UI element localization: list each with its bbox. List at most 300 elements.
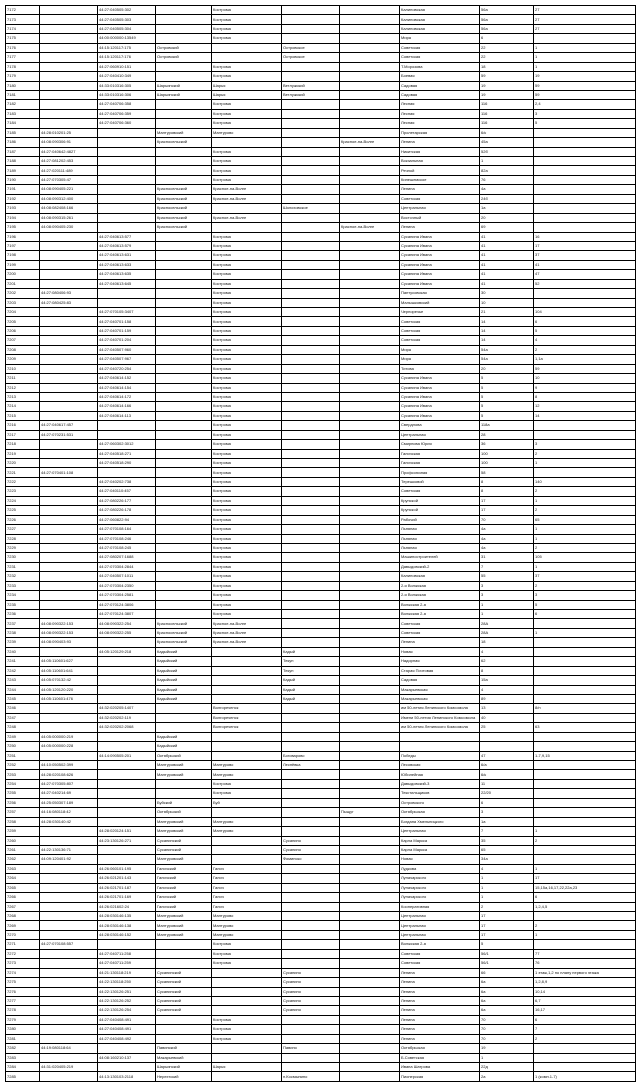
- row-number-cell: 7233: [6, 581, 40, 590]
- city-cell: [212, 996, 282, 1005]
- building-cadastral-number-cell: 44:27:020111:489: [40, 166, 98, 175]
- building-cadastral-number-cell: [40, 534, 98, 543]
- apartment-cell: [534, 685, 636, 694]
- room-cadastral-number-cell: 44:26:060101:195: [98, 864, 156, 873]
- building-cadastral-number-cell: 44:05:070132:42: [40, 676, 98, 685]
- house-number-cell: 116: [480, 109, 534, 118]
- city-cell: [212, 1072, 282, 1081]
- apartment-cell: [534, 855, 636, 864]
- apartment-cell: 6,7: [534, 996, 636, 1005]
- street-cell: Пионерская: [400, 1072, 480, 1081]
- building-cadastral-number-cell: [40, 751, 98, 760]
- table-row: [6, 6, 636, 15]
- building-cadastral-number-cell: [40, 260, 98, 269]
- settlement-cell: [282, 194, 340, 203]
- house-number-cell: 10: [480, 298, 534, 307]
- room-cadastral-number-cell: 44:33:010316:306: [98, 90, 156, 99]
- locality-cell: [340, 657, 400, 666]
- house-number-cell: 62: [480, 657, 534, 666]
- settlement-cell: [282, 864, 340, 873]
- settlement-cell: Текун: [282, 666, 340, 675]
- locality-cell: [340, 270, 400, 279]
- table-row: [6, 506, 636, 515]
- room-cadastral-number-cell: 44:27:040518:290: [98, 459, 156, 468]
- street-cell: Центральная: [400, 912, 480, 921]
- house-number-cell: 56а: [480, 6, 534, 15]
- table-row: [6, 374, 636, 383]
- house-number-cell: 3: [480, 581, 534, 590]
- settlement-cell: [282, 345, 340, 354]
- locality-cell: [340, 24, 400, 33]
- apartment-cell: [534, 223, 636, 232]
- city-cell: Кострома: [212, 940, 282, 949]
- district-cell: [156, 591, 212, 600]
- apartment-cell: 1: [534, 534, 636, 543]
- district-cell: [156, 355, 212, 364]
- settlement-cell: [282, 213, 340, 222]
- apartment-cell: 2: [534, 449, 636, 458]
- street-cell: Садовая: [400, 90, 480, 99]
- row-number-cell: 7200: [6, 270, 40, 279]
- settlement-cell: [282, 732, 340, 741]
- street-cell: Мира: [400, 34, 480, 43]
- locality-cell: Пыщуг: [340, 808, 400, 817]
- apartment-cell: 1: [534, 628, 636, 637]
- table-row: [6, 430, 636, 439]
- settlement-cell: [282, 496, 340, 505]
- apartment-cell: 1-7,9,15: [534, 751, 636, 760]
- room-cadastral-number-cell: 44:27:070124:3806: [98, 600, 156, 609]
- city-cell: Кострома: [212, 1015, 282, 1024]
- locality-cell: [340, 175, 400, 184]
- street-cell: Сусанина Ивана: [400, 374, 480, 383]
- locality-cell: [340, 619, 400, 628]
- table-row: [6, 421, 636, 430]
- row-number-cell: 7209: [6, 355, 40, 364]
- room-cadastral-number-cell: 44:26:021602:24: [98, 902, 156, 911]
- district-cell: [156, 270, 212, 279]
- row-number-cell: 7210: [6, 364, 40, 373]
- row-number-cell: 7190: [6, 175, 40, 184]
- settlement-cell: [282, 430, 340, 439]
- table-row: [6, 638, 636, 647]
- building-cadastral-number-cell: [40, 930, 98, 939]
- house-number-cell: 36: [480, 440, 534, 449]
- room-cadastral-number-cell: [98, 694, 156, 703]
- locality-cell: [340, 128, 400, 137]
- city-cell: Мантурово: [212, 817, 282, 826]
- settlement-cell: [282, 138, 340, 147]
- district-cell: [156, 147, 212, 156]
- street-cell: Кооперативная: [400, 902, 480, 911]
- city-cell: Кострома: [212, 289, 282, 298]
- street-cell: Т.Морозова: [400, 62, 480, 71]
- settlement-cell: [282, 798, 340, 807]
- district-cell: [156, 1025, 212, 1034]
- row-number-cell: 7201: [6, 279, 40, 288]
- building-cadastral-number-cell: [40, 581, 98, 590]
- row-number-cell: 7223: [6, 487, 40, 496]
- street-cell: Текстильщиков: [400, 789, 480, 798]
- building-cadastral-number-cell: [40, 912, 98, 921]
- house-number-cell: 8: [480, 487, 534, 496]
- locality-cell: [340, 1072, 400, 1081]
- city-cell: Кострома: [212, 581, 282, 590]
- table-row: [6, 459, 636, 468]
- street-cell: Советская: [400, 317, 480, 326]
- table-row: [6, 817, 636, 826]
- room-cadastral-number-cell: 44:33:010316:305: [98, 81, 156, 90]
- table-row: [6, 808, 636, 817]
- locality-cell: [340, 893, 400, 902]
- locality-cell: [340, 449, 400, 458]
- locality-cell: [340, 968, 400, 977]
- row-number-cell: 7271: [6, 940, 40, 949]
- apartment-cell: 6: [534, 893, 636, 902]
- room-cadastral-number-cell: 44:28:020124:151: [98, 827, 156, 836]
- apartment-cell: [534, 138, 636, 147]
- house-number-cell: 1: [480, 157, 534, 166]
- house-number-cell: 4а: [480, 543, 534, 552]
- apartment-cell: 140: [534, 477, 636, 486]
- settlement-cell: [282, 24, 340, 33]
- locality-cell: [340, 459, 400, 468]
- row-number-cell: 7181: [6, 90, 40, 99]
- table-row: [6, 477, 636, 486]
- settlement-cell: [282, 223, 340, 232]
- settlement-cell: [282, 902, 340, 911]
- house-number-cell: 70: [480, 515, 534, 524]
- table-row: [6, 1063, 636, 1072]
- locality-cell: [340, 817, 400, 826]
- table-row: [6, 496, 636, 505]
- city-cell: Кострома: [212, 308, 282, 317]
- row-number-cell: 7281: [6, 1034, 40, 1043]
- table-row: [6, 72, 636, 81]
- settlement-cell: [282, 912, 340, 921]
- room-cadastral-number-cell: [98, 761, 156, 770]
- row-number-cell: 7196: [6, 232, 40, 241]
- house-number-cell: 3: [480, 808, 534, 817]
- row-number-cell: 7192: [6, 194, 40, 203]
- street-cell: Лесная: [400, 100, 480, 109]
- settlement-cell: [282, 157, 340, 166]
- city-cell: Кострома: [212, 543, 282, 552]
- settlement-cell: [282, 591, 340, 600]
- street-cell: Давыдовский-2: [400, 562, 480, 571]
- apartment-cell: 19: [534, 72, 636, 81]
- city-cell: Кострома: [212, 6, 282, 15]
- table-row: [6, 751, 636, 760]
- street-cell: Черноречье: [400, 308, 480, 317]
- district-cell: [156, 411, 212, 420]
- apartment-cell: 27: [534, 15, 636, 24]
- house-number-cell: 6а: [480, 996, 534, 1005]
- locality-cell: [340, 1063, 400, 1072]
- district-cell: Красносельский: [156, 213, 212, 222]
- district-cell: Шарьинский: [156, 1063, 212, 1072]
- locality-cell: [340, 562, 400, 571]
- street-cell: Ленина: [400, 1015, 480, 1024]
- house-number-cell: 17: [480, 930, 534, 939]
- settlement-cell: [282, 402, 340, 411]
- house-number-cell: 4а: [480, 185, 534, 194]
- district-cell: Красносельский: [156, 204, 212, 213]
- street-cell: Советская: [400, 336, 480, 345]
- street-cell: Луначарского: [400, 883, 480, 892]
- settlement-cell: [282, 326, 340, 335]
- table-row: [6, 1006, 636, 1015]
- locality-cell: [340, 628, 400, 637]
- settlement-cell: [282, 72, 340, 81]
- district-cell: [156, 487, 212, 496]
- table-row: [6, 761, 636, 770]
- settlement-cell: Сусанино: [282, 836, 340, 845]
- building-cadastral-number-cell: 44:27:081202:453: [40, 157, 98, 166]
- district-cell: [156, 581, 212, 590]
- city-cell: Кострома: [212, 62, 282, 71]
- table-row: [6, 34, 636, 43]
- building-cadastral-number-cell: 44:05:110601:641: [40, 666, 98, 675]
- street-cell: Богдана Хмельницкого: [400, 817, 480, 826]
- street-cell: Новая: [400, 647, 480, 656]
- district-cell: [156, 449, 212, 458]
- district-cell: Кадыйский: [156, 647, 212, 656]
- city-cell: Кострома: [212, 789, 282, 798]
- house-number-cell: 70: [480, 1015, 534, 1024]
- row-number-cell: 7178: [6, 62, 40, 71]
- building-cadastral-number-cell: [40, 336, 98, 345]
- room-cadastral-number-cell: [98, 638, 156, 647]
- locality-cell: [340, 525, 400, 534]
- street-cell: Центральная: [400, 930, 480, 939]
- house-number-cell: 28А: [480, 628, 534, 637]
- building-cadastral-number-cell: 44:05:120120:220: [40, 685, 98, 694]
- city-cell: [212, 694, 282, 703]
- district-cell: Сусанинский: [156, 978, 212, 987]
- apartment-cell: [534, 1063, 636, 1072]
- locality-cell: [340, 213, 400, 222]
- row-number-cell: 7276: [6, 987, 40, 996]
- building-cadastral-number-cell: [40, 24, 98, 33]
- city-cell: Кострома: [212, 515, 282, 524]
- room-cadastral-number-cell: 44:27:040408:491: [98, 1015, 156, 1024]
- house-number-cell: 6а: [480, 987, 534, 996]
- row-number-cell: 7187: [6, 147, 40, 156]
- city-cell: [212, 657, 282, 666]
- locality-cell: [340, 902, 400, 911]
- row-number-cell: 7245: [6, 694, 40, 703]
- city-cell: Кострома: [212, 562, 282, 571]
- table-row: [6, 1034, 636, 1043]
- row-number-cell: 7248: [6, 723, 40, 732]
- city-cell: Кострома: [212, 779, 282, 788]
- settlement-cell: Ветлужский: [282, 81, 340, 90]
- house-number-cell: 19: [480, 1044, 534, 1053]
- room-cadastral-number-cell: 44:27:040706:360: [98, 119, 156, 128]
- room-cadastral-number-cell: 44:27:070124:3807: [98, 610, 156, 619]
- house-number-cell: 56/1: [480, 959, 534, 968]
- city-cell: [212, 742, 282, 751]
- district-cell: Мантуровский: [156, 930, 212, 939]
- street-cell: Мира: [400, 345, 480, 354]
- city-cell: Мантурово: [212, 770, 282, 779]
- room-cadastral-number-cell: [98, 298, 156, 307]
- district-cell: Кадыйский: [156, 685, 212, 694]
- city-cell: Кострома: [212, 496, 282, 505]
- street-cell: Карла Маркса: [400, 845, 480, 854]
- room-cadastral-number-cell: [98, 468, 156, 477]
- room-cadastral-number-cell: 44:27:040706:359: [98, 109, 156, 118]
- locality-cell: [340, 704, 400, 713]
- city-cell: Кострома: [212, 449, 282, 458]
- house-number-cell: 116: [480, 100, 534, 109]
- row-number-cell: 7283: [6, 1053, 40, 1062]
- apartment-cell: [534, 770, 636, 779]
- street-cell: [400, 732, 480, 741]
- city-cell: Кострома: [212, 15, 282, 24]
- apartment-cell: 2: [534, 345, 636, 354]
- building-cadastral-number-cell: [40, 1015, 98, 1024]
- district-cell: [156, 175, 212, 184]
- house-number-cell: 47: [480, 751, 534, 760]
- locality-cell: Красное-на-Волге: [340, 138, 400, 147]
- apartment-cell: 63: [534, 723, 636, 732]
- settlement-cell: [282, 949, 340, 958]
- table-row: [6, 1025, 636, 1034]
- table-row: [6, 336, 636, 345]
- district-cell: [156, 392, 212, 401]
- house-number-cell: 14: [480, 336, 534, 345]
- city-cell: [212, 845, 282, 854]
- street-cell: 2-я Волжская: [400, 591, 480, 600]
- city-cell: Кострома: [212, 959, 282, 968]
- row-number-cell: 7242: [6, 666, 40, 675]
- city-cell: [212, 666, 282, 675]
- settlement-cell: [282, 770, 340, 779]
- table-row: [6, 147, 636, 156]
- apartment-cell: [534, 166, 636, 175]
- settlement-cell: [282, 308, 340, 317]
- street-cell: Ивана Шатрова: [400, 1063, 480, 1072]
- district-cell: [156, 949, 212, 958]
- room-cadastral-number-cell: [98, 855, 156, 864]
- district-cell: [156, 383, 212, 392]
- row-number-cell: 7204: [6, 308, 40, 317]
- room-cadastral-number-cell: [98, 676, 156, 685]
- room-cadastral-number-cell: 44:27:040614:152: [98, 374, 156, 383]
- district-cell: [156, 34, 212, 43]
- building-cadastral-number-cell: [40, 251, 98, 260]
- room-cadastral-number-cell: 44:22:130118:250: [98, 978, 156, 987]
- room-cadastral-number-cell: 44:27:040701:159: [98, 326, 156, 335]
- street-cell: Лесная: [400, 109, 480, 118]
- locality-cell: [340, 827, 400, 836]
- settlement-cell: [282, 62, 340, 71]
- city-cell: Кострома: [212, 34, 282, 43]
- city-cell: Кострома: [212, 1034, 282, 1043]
- room-cadastral-number-cell: 44:26:021701:169: [98, 893, 156, 902]
- city-cell: Кострома: [212, 402, 282, 411]
- house-number-cell: 5: [480, 374, 534, 383]
- district-cell: Шарьинский: [156, 90, 212, 99]
- room-cadastral-number-cell: [98, 798, 156, 807]
- building-cadastral-number-cell: [40, 996, 98, 1005]
- district-cell: [156, 374, 212, 383]
- apartment-cell: 3: [534, 109, 636, 118]
- house-number-cell: 3: [480, 591, 534, 600]
- table-row: [6, 694, 636, 703]
- building-cadastral-number-cell: 44:27:070305:807: [40, 779, 98, 788]
- apartment-cell: 2: [534, 1034, 636, 1043]
- settlement-cell: [282, 383, 340, 392]
- locality-cell: [340, 487, 400, 496]
- table-row: [6, 676, 636, 685]
- locality-cell: [340, 34, 400, 43]
- room-cadastral-number-cell: 44:14:090505:201: [98, 751, 156, 760]
- house-number-cell: 18: [480, 638, 534, 647]
- settlement-cell: п.Космынино: [282, 1072, 340, 1081]
- locality-cell: [340, 600, 400, 609]
- city-cell: Красное-на-Волге: [212, 194, 282, 203]
- apartment-cell: 1,2,8,9: [534, 978, 636, 987]
- house-number-cell: 6/к: [480, 128, 534, 137]
- locality-cell: [340, 43, 400, 52]
- room-cadastral-number-cell: [98, 666, 156, 675]
- city-cell: Красное-на-Волге: [212, 619, 282, 628]
- district-cell: Галичский: [156, 864, 212, 873]
- settlement-cell: Кадый: [282, 694, 340, 703]
- building-cadastral-number-cell: [40, 1006, 98, 1015]
- street-cell: Ленина: [400, 987, 480, 996]
- settlement-cell: [282, 959, 340, 968]
- district-cell: Сусанинский: [156, 987, 212, 996]
- settlement-cell: [282, 421, 340, 430]
- table-row: [6, 628, 636, 637]
- city-cell: Мантурово: [212, 128, 282, 137]
- settlement-cell: [282, 525, 340, 534]
- city-cell: Кострома: [212, 553, 282, 562]
- locality-cell: [340, 185, 400, 194]
- street-cell: Пантусовская: [400, 289, 480, 298]
- row-number-cell: 7256: [6, 798, 40, 807]
- street-cell: Боевая: [400, 72, 480, 81]
- locality-cell: [340, 996, 400, 1005]
- street-cell: им 50-летия Ленинского Комсомола: [400, 723, 480, 732]
- house-number-cell: 6/к: [480, 770, 534, 779]
- locality-cell: [340, 72, 400, 81]
- building-cadastral-number-cell: 44:27:080406:93: [40, 289, 98, 298]
- table-row: [6, 836, 636, 845]
- apartment-cell: 17: [534, 874, 636, 883]
- house-number-cell: 76: [480, 175, 534, 184]
- building-cadastral-number-cell: [40, 317, 98, 326]
- locality-cell: [340, 543, 400, 552]
- street-cell: Центральная: [400, 921, 480, 930]
- locality-cell: [340, 147, 400, 156]
- apartment-cell: 77: [534, 949, 636, 958]
- row-number-cell: 7176: [6, 43, 40, 52]
- street-cell: Центральная: [400, 430, 480, 439]
- house-number-cell: 7: [480, 827, 534, 836]
- locality-cell: [340, 761, 400, 770]
- apartment-cell: 52: [534, 279, 636, 288]
- city-cell: Мантурово: [212, 761, 282, 770]
- table-row: [6, 921, 636, 930]
- row-number-cell: 7268: [6, 912, 40, 921]
- apartment-cell: 6: [534, 317, 636, 326]
- city-cell: Красное-на-Волге: [212, 638, 282, 647]
